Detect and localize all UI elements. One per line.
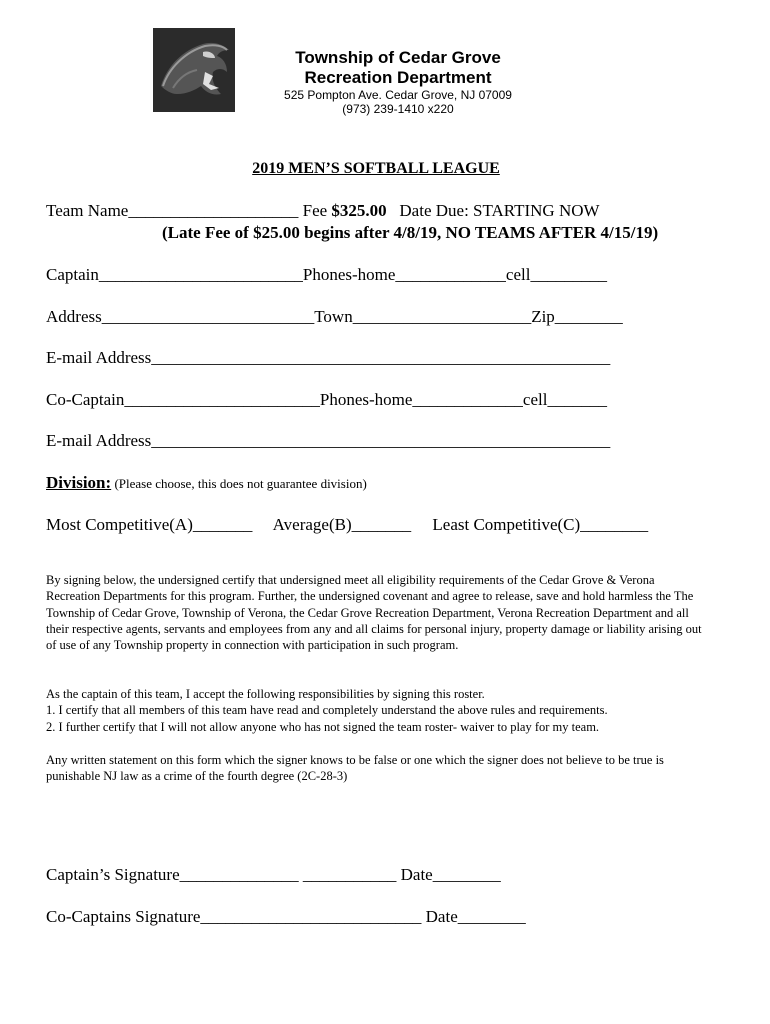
- late-fee-notice: (Late Fee of $25.00 begins after 4/8/19, NO TEAMS AFTER 4/15/19): [162, 223, 659, 242]
- date-due: Date Due: STARTING NOW: [386, 201, 600, 220]
- captain-intro: As the captain of this team, I accept the following responsibilities by signing this roster.: [46, 687, 485, 701]
- statement-text: Any written statement on this form which the signer knows to be false or one which the signer does not believe to be true is punishable NJ law as a crime of the fourth degree (2C-28-3): [46, 753, 664, 784]
- form-title: 2019 MEN’S SOFTBALL LEAGUE: [252, 160, 500, 177]
- team-name-field[interactable]: Team Name____________________: [46, 201, 303, 220]
- fee-value: $325.00: [331, 201, 387, 220]
- false-statement-warning: [46, 752, 706, 785]
- email-field-row-1[interactable]: E-mail Address______________________________________________________: [46, 348, 611, 367]
- org-department: Recreation Department: [304, 68, 492, 87]
- email-field-row-2[interactable]: E-mail Address______________________________________________________: [46, 431, 611, 450]
- division-options-row[interactable]: Most Competitive(A)_______ Average(B)_______ Least Competitive(C)________: [46, 515, 649, 534]
- org-address: 525 Pompton Ave. Cedar Grove, NJ 07009: [284, 88, 512, 102]
- org-name: Township of Cedar Grove: [295, 48, 501, 67]
- division-label: Division:: [46, 473, 112, 492]
- responsibility-item-1: 1. I certify that all members of this team have read and completely understand the above rules and requirements.: [46, 703, 608, 718]
- certification-paragraph: [46, 572, 706, 653]
- division-heading: [46, 473, 367, 493]
- team-row: [46, 200, 600, 222]
- cocaptain-field-row[interactable]: Co-Captain_______________________Phones-home_____________cell_______: [46, 390, 607, 409]
- logo: [153, 28, 235, 112]
- responsibility-item-2: 2. I further certify that I will not allow anyone who has not signed the team roster- waiver to play for my team.: [46, 719, 600, 734]
- address-field-row[interactable]: Address_________________________Town_____________________Zip________: [46, 307, 623, 326]
- captain-responsibilities: [46, 686, 706, 735]
- org-phone: (973) 239-1410 x220: [342, 102, 454, 116]
- captain-field-row[interactable]: Captain________________________Phones-home_____________cell_________: [46, 265, 607, 284]
- organization-header: [250, 48, 546, 116]
- captain-signature-row[interactable]: Captain’s Signature______________ ___________ Date________: [46, 865, 501, 884]
- panther-icon: [153, 28, 235, 112]
- division-note: (Please choose, this does not guarantee division): [111, 476, 367, 491]
- cocaptain-signature-row[interactable]: Co-Captains Signature__________________________ Date________: [46, 907, 526, 926]
- fee-label: Fee: [302, 201, 332, 220]
- certify-text: By signing below, the undersigned certify that undersigned meet all eligibility requirements of the Cedar Grove & Verona Recreation Departments for this program. Further, the undersigned covenant and agree to release, save and hold harmless the The Township of Cedar Grove, Township of Verona, the Cedar Grove Recreation Department, Verona Recreation Department and all their respective agents, servants and employees from any and all claims for personal injury, property damage or liability arising out of use of any Township property in connection with participation in such program.: [46, 573, 702, 653]
